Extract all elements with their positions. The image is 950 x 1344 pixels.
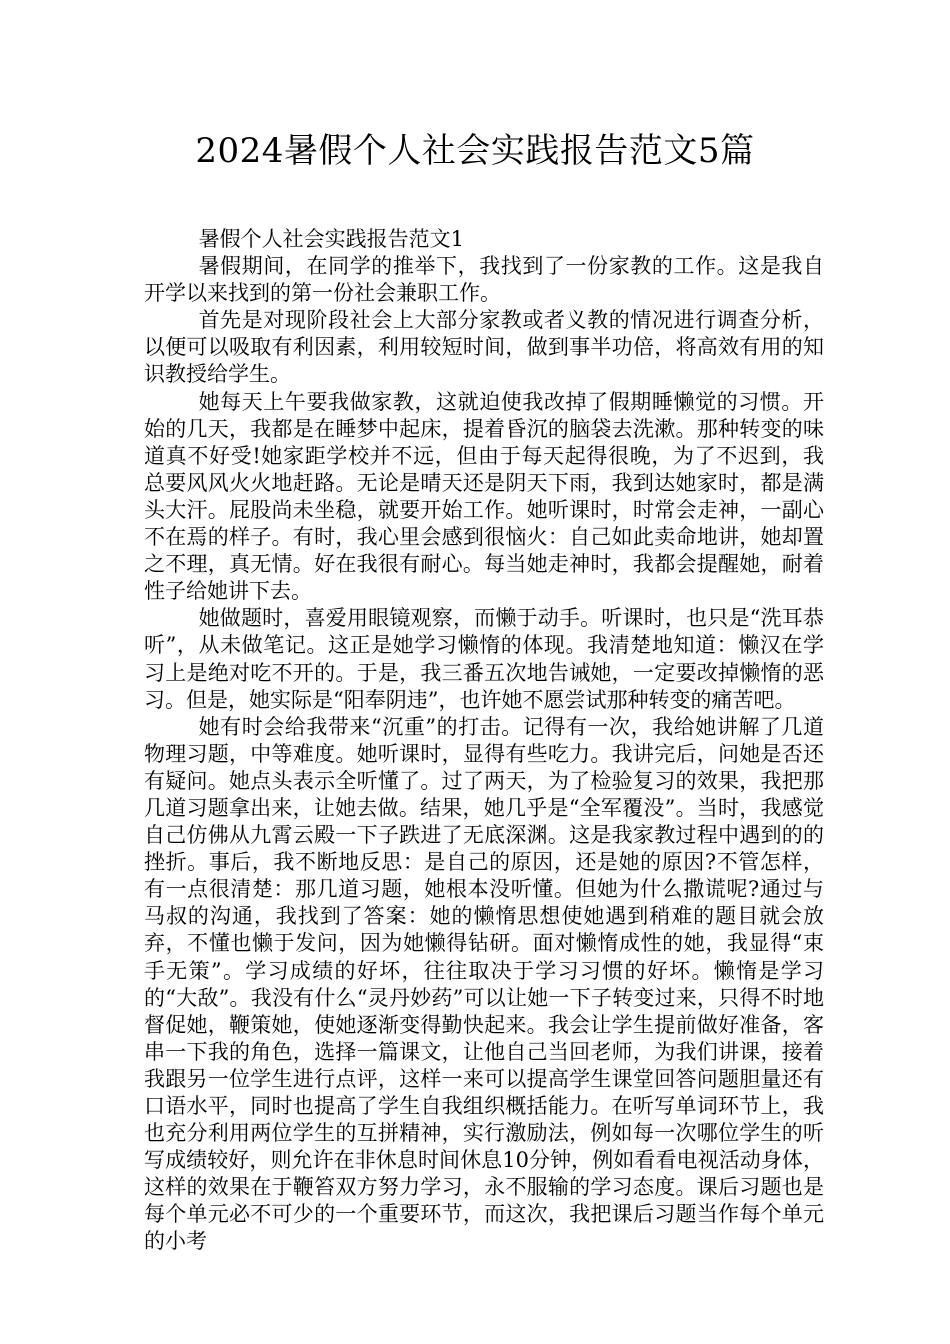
document-body	[144, 226, 824, 1256]
document-title: 2024暑假个人社会实践报告范文5篇	[195, 131, 755, 171]
section-heading: 暑假个人社会实践报告范文1	[198, 227, 464, 251]
paragraph-1: 暑假期间，在同学的推举下，我找到了一份家教的工作。这是我自开学以来找到的第一份社会兼职工作。	[144, 254, 824, 306]
paragraph-5: 她有时会给我带来“沉重”的打击。记得有一次，我给她讲解了几道物理习题，中等难度。她听课时，显得有些吃力。我讲完后，问她是否还有疑问。她点头表示全听懂了。过了两天，为了检验复习的效果，我把那几道习题拿出来，让她去做。结果，她几乎是“全军覆没”。当时，我感觉自己仿佛从九霄云殿一下子跌进了无底深渊。这是我家教过程中遇到的的挫折。事后，我不断地反思：是自己的原因，还是她的原因?不管怎样，有一点很清楚：那几道习题，她根本没听懂。但她为什么撒谎呢?通过与马叔的沟通，我找到了答案：她的懒惰思想使她遇到稍难的题目就会放弃，不懂也懒于发问，因为她懒得钻研。面对懒惰成性的她，我显得“束手无策”。学习成绩的好坏，往往取决于学习习惯的好坏。懒惰是学习的“大敌”。我没有什么“灵丹妙药”可以让她一下子转变过来，只得不时地督促她，鞭策她，使她逐渐变得勤快起来。我会让学生提前做好准备，客串一下我的角色，选择一篇课文，让他自己当回老师，为我们讲课，接着我跟另一位学生进行点评，这样一来可以提高学生课堂回答问题胆量还有口语水平，同时也提高了学生自我组织概括能力。在听写单词环节上，我也充分利用两位学生的互拼精神，实行激励法，例如每一次哪位学生的听写成绩较好，则允许在非休息时间休息10分钟，例如看看电视活动身体，这样的效果在于鞭笞双方努力学习，永不服输的学习态度。课后习题也是每个单元必不可少的一个重要环节，而这次，我把课后习题当作每个单元的小考	[144, 714, 824, 1254]
paragraph-4: 她做题时，喜爱用眼镜观察，而懒于动手。听课时，也只是“洗耳恭听”，从未做笔记。这正是她学习懒惰的体现。我清楚地知道：懒汉在学习上是绝对吃不开的。于是，我三番五次地告诫她，一定要改掉懒惰的恶习。但是，她实际是“阳奉阴违”，也许她不愿尝试那种转变的痛苦吧。	[144, 606, 824, 712]
paragraph-3: 她每天上午要我做家教，这就迫使我改掉了假期睡懒觉的习惯。开始的几天，我都是在睡梦中起床，提着昏沉的脑袋去洗漱。那种转变的味道真不好受!她家距学校并不远，但由于每天起得很晚，为了不迟到，我总要风风火火地赶路。无论是晴天还是阴天下雨，我到达她家时，都是满头大汗。屁股尚未坐稳，就要开始工作。她听课时，时常会走神，一副心不在焉的样子。有时，我心里会感到很恼火：自己如此卖命地讲，她却置之不理，真无情。好在我很有耐心。每当她走神时，我都会提醒她，耐着性子给她讲下去。	[144, 389, 824, 604]
paragraph-2: 首先是对现阶段社会上大部分家教或者义教的情况进行调查分析，以便可以吸取有利因素，利用较短时间，做到事半功倍，将高效有用的知识教授给学生。	[144, 308, 824, 387]
